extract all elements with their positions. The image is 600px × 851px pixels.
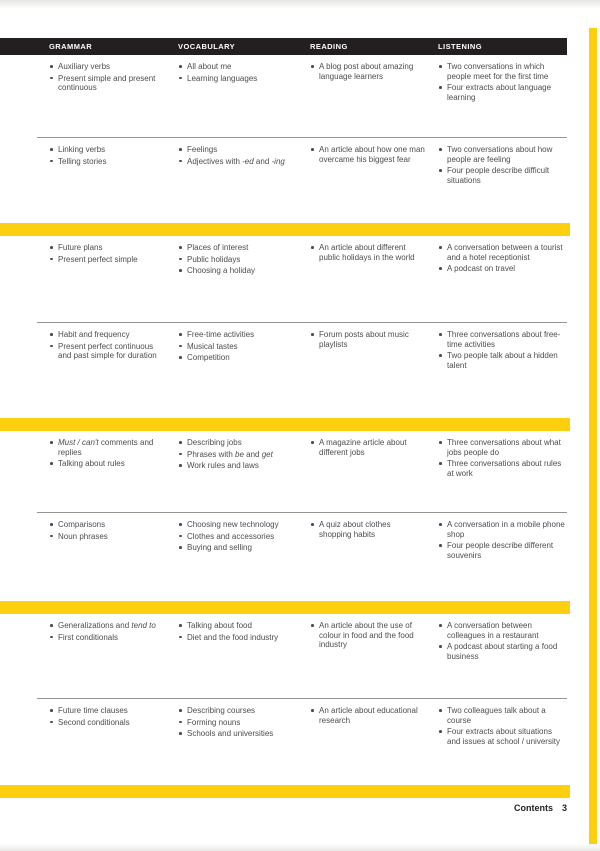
list-item: Work rules and laws [178, 461, 297, 471]
list-item: Future plans [49, 243, 163, 253]
grammar-list [49, 330, 163, 361]
list-item: Present perfect continuous and past simple for duration [49, 342, 163, 361]
grammar-cell [0, 706, 178, 786]
reading-cell [310, 621, 438, 698]
column-header-vocabulary: VOCABULARY [178, 42, 236, 51]
reading-cell [310, 520, 438, 601]
section-separator-yellow-bar [0, 223, 570, 236]
section-separator-yellow-bar [0, 601, 570, 614]
reading-list [310, 330, 425, 349]
list-item: Two people talk about a hidden talent [438, 351, 565, 370]
listening-list [438, 243, 565, 274]
list-item: An article about different public holidays in the world [310, 243, 425, 262]
listening-cell [438, 62, 567, 137]
list-item: Musical tastes [178, 342, 297, 352]
list-item: Buying and selling [178, 543, 297, 553]
reading-list [310, 706, 425, 725]
column-header-reading: READING [310, 42, 348, 51]
grammar-list [49, 243, 163, 264]
list-item: Three conversations about free-time activities [438, 330, 565, 349]
list-item: Adjectives with -ed and -ing [178, 157, 297, 167]
listening-cell [438, 145, 567, 223]
list-item: Diet and the food industry [178, 633, 297, 643]
grammar-list [49, 621, 163, 642]
list-item: Generalizations and tend to [49, 621, 163, 631]
grammar-cell [0, 330, 178, 418]
vocabulary-list [178, 621, 297, 642]
listening-list [438, 706, 565, 746]
column-header-bar [0, 38, 567, 55]
list-item: Four people describe different souvenirs [438, 541, 565, 560]
grammar-cell [0, 520, 178, 601]
list-item: An article about how one man overcame his biggest fear [310, 145, 425, 164]
grammar-cell [0, 62, 178, 137]
vocabulary-cell [178, 438, 310, 512]
listening-list [438, 62, 565, 102]
list-item: An article about educational research [310, 706, 425, 725]
reading-cell [310, 706, 438, 786]
reading-cell [310, 330, 438, 418]
listening-cell [438, 438, 567, 512]
list-item: Competition [178, 353, 297, 363]
vocabulary-cell [178, 621, 310, 698]
list-item: Three conversations about rules at work [438, 459, 565, 478]
vocabulary-list [178, 330, 297, 363]
reading-cell [310, 243, 438, 322]
contents-row [0, 55, 600, 137]
vocabulary-cell [178, 62, 310, 137]
listening-cell [438, 621, 567, 698]
reading-cell [310, 62, 438, 137]
footer-label: Contents [513, 803, 553, 813]
listening-cell [438, 706, 567, 786]
grammar-list [49, 62, 163, 93]
column-header-grammar: GRAMMAR [49, 42, 93, 51]
list-item: Describing courses [178, 706, 297, 716]
listening-list [438, 621, 565, 661]
contents-row [0, 323, 600, 418]
grammar-list [49, 145, 163, 166]
grammar-list [49, 706, 163, 727]
list-item: An article about the use of colour in food and the food industry [310, 621, 425, 650]
list-item: Talking about food [178, 621, 297, 631]
contents-row [0, 236, 600, 322]
reading-list [310, 520, 425, 539]
contents-row [0, 699, 600, 786]
list-item: A podcast about starting a food business [438, 642, 565, 661]
page-edge-tab [589, 28, 597, 848]
listening-cell [438, 520, 567, 601]
list-item: Must / can't comments and replies [49, 438, 163, 457]
vocabulary-cell [178, 520, 310, 601]
scan-edge-top [0, 0, 600, 9]
reading-list [310, 145, 425, 164]
list-item: First conditionals [49, 633, 163, 643]
grammar-cell [0, 438, 178, 512]
list-item: Four extracts about language learning [438, 83, 565, 102]
grammar-cell [0, 145, 178, 223]
vocabulary-list [178, 438, 297, 471]
list-item: Places of interest [178, 243, 297, 253]
list-item: A podcast on travel [438, 264, 565, 274]
list-item: Phrases with be and get [178, 450, 297, 460]
vocabulary-cell [178, 330, 310, 418]
list-item: Clothes and accessories [178, 532, 297, 542]
reading-list [310, 62, 425, 81]
list-item: Present perfect simple [49, 255, 163, 265]
reading-list [310, 621, 425, 650]
listening-list [438, 520, 565, 560]
listening-list [438, 438, 565, 478]
list-item: Comparisons [49, 520, 163, 530]
reading-list [310, 438, 425, 457]
vocabulary-list [178, 520, 297, 553]
list-item: Schools and universities [178, 729, 297, 739]
reading-cell [310, 145, 438, 223]
contents-table [0, 55, 600, 786]
list-item: Future time clauses [49, 706, 163, 716]
footer-yellow-bar [0, 785, 570, 798]
page-number: 3 [561, 803, 567, 813]
contents-row [0, 614, 600, 698]
section-separator-yellow-bar [0, 418, 570, 431]
reading-cell [310, 438, 438, 512]
vocabulary-list [178, 706, 297, 739]
list-item: Noun phrases [49, 532, 163, 542]
list-item: Two conversations about how people are feeling [438, 145, 565, 164]
list-item: Auxiliary verbs [49, 62, 163, 72]
contents-row [0, 513, 600, 601]
list-item: A conversation between colleagues in a restaurant [438, 621, 565, 640]
list-item: Choosing new technology [178, 520, 297, 530]
contents-row [0, 138, 600, 223]
list-item: Forum posts about music playlists [310, 330, 425, 349]
grammar-list [49, 520, 163, 541]
list-item: Three conversations about what jobs people do [438, 438, 565, 457]
list-item: Two conversations in which people meet for the first time [438, 62, 565, 81]
list-item: A quiz about clothes shopping habits [310, 520, 425, 539]
footer [0, 803, 567, 813]
vocabulary-list [178, 243, 297, 276]
list-item: Choosing a holiday [178, 266, 297, 276]
listening-list [438, 145, 565, 185]
grammar-cell [0, 243, 178, 322]
list-item: Talking about rules [49, 459, 163, 469]
list-item: Present simple and present continuous [49, 74, 163, 93]
listening-cell [438, 330, 567, 418]
list-item: Second conditionals [49, 718, 163, 728]
list-item: Learning languages [178, 74, 297, 84]
vocabulary-list [178, 145, 297, 166]
list-item: Public holidays [178, 255, 297, 265]
list-item: A conversation between a tourist and a hotel receptionist [438, 243, 565, 262]
list-item: Feelings [178, 145, 297, 155]
list-item: Two colleagues talk about a course [438, 706, 565, 725]
listening-cell [438, 243, 567, 322]
list-item: Free-time activities [178, 330, 297, 340]
list-item: Forming nouns [178, 718, 297, 728]
list-item: Habit and frequency [49, 330, 163, 340]
grammar-cell [0, 621, 178, 698]
column-header-listening: LISTENING [438, 42, 483, 51]
vocabulary-cell [178, 243, 310, 322]
scan-edge-bottom [0, 844, 600, 851]
vocabulary-cell [178, 706, 310, 786]
list-item: Four people describe difficult situations [438, 166, 565, 185]
vocabulary-list [178, 62, 297, 83]
list-item: All about me [178, 62, 297, 72]
grammar-list [49, 438, 163, 469]
contents-row [0, 431, 600, 512]
listening-list [438, 330, 565, 370]
list-item: A magazine article about different jobs [310, 438, 425, 457]
list-item: Describing jobs [178, 438, 297, 448]
list-item: A blog post about amazing language learners [310, 62, 425, 81]
list-item: Linking verbs [49, 145, 163, 155]
vocabulary-cell [178, 145, 310, 223]
reading-list [310, 243, 425, 262]
list-item: A conversation in a mobile phone shop [438, 520, 565, 539]
list-item: Telling stories [49, 157, 163, 167]
list-item: Four extracts about situations and issues at school / university [438, 727, 565, 746]
